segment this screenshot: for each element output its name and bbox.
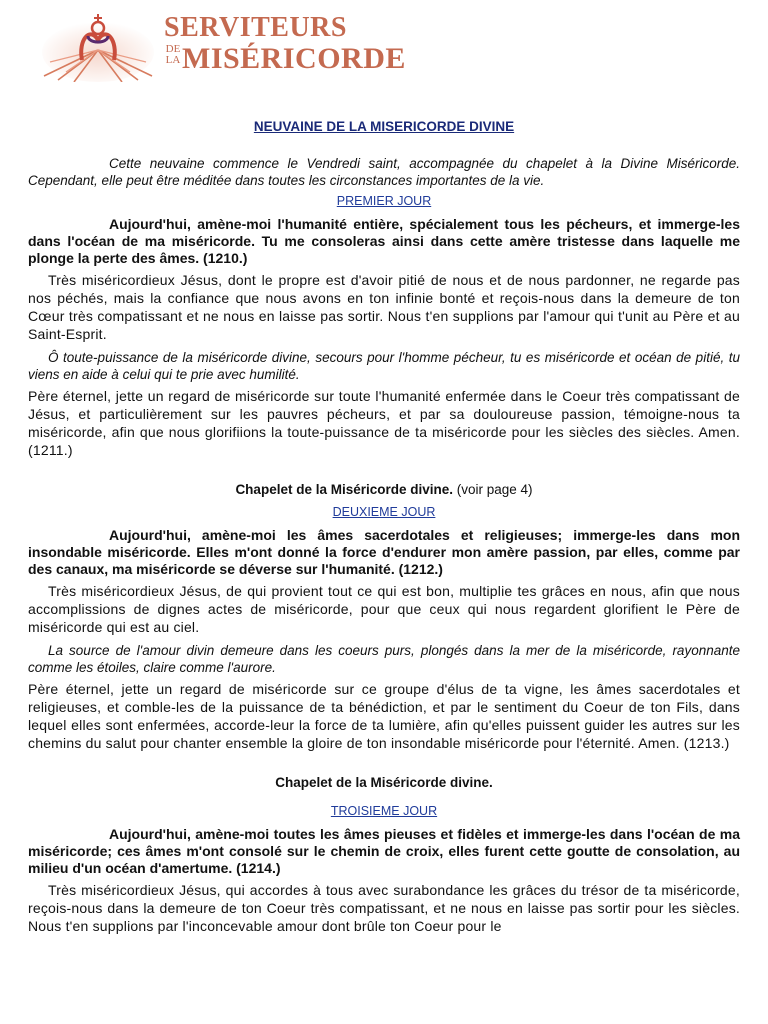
prayer-2: Très miséricordieux Jésus, de qui provient tout ce qui est bon, multiplie tes grâces en nous, afin que nous accomplissions de dignes actes de miséricorde, pour que ceux qui nous regardent glorifient le Père de miséricorde qui est au ciel. bbox=[28, 583, 740, 635]
logo-line1: SERVITEURS bbox=[164, 12, 347, 43]
intro-paragraph: Cette neuvaine commence le Vendredi saint, accompagnée du chapelet à la Divine Miséricorde. Cependant, elle peut être méditée dans toutes les circonstances importantes de la vie. bbox=[28, 156, 740, 188]
father-prayer-1: Père éternel, jette un regard de miséricorde sur toute l'humanité enfermée dans le Coeur très compatissant de Jésus, et particulièrement sur les pauvres pécheurs, et par sa douloureuse passion, témoigne-nous ta miséricorde, afin que nous glorifiions la toute-puissance de ta miséricorde pour les siècles des siècles. Amen. (1211.) bbox=[28, 388, 740, 458]
prayer-3: Très miséricordieux Jésus, qui accordes à tous avec surabondance les grâces du trésor de ta miséricorde, reçois-nous dans la demeure de ton Coeur très compatissant, et ne nous en laisse pas sortir pour les siècles. Nous t'en supplions par l'inconcevable amour dont brûle ton Coeur pour le bbox=[28, 882, 740, 934]
day-heading-3[interactable]: TROISIEME JOUR bbox=[330, 804, 438, 818]
meditation-2: La source de l'amour divin demeure dans les coeurs purs, plongés dans la mer de la miséricorde, rayonnante comme les étoiles, claire comme l'aurore. bbox=[28, 643, 740, 675]
jesus-words-3: Aujourd'hui, amène-moi toutes les âmes pieuses et fidèles et immerge-les dans l'océan de ma miséricorde; ces âmes m'ont consolé sur le chemin de croix, elles furent cette goutte de consolation, au milieu d'un océan d'amertume. (1214.) bbox=[28, 826, 740, 876]
logo-de-la: DE LA bbox=[165, 43, 181, 66]
chapelet-line-2: Chapelet de la Miséricorde divine. bbox=[275, 775, 493, 790]
site-logo bbox=[38, 10, 406, 82]
day-heading-2[interactable]: DEUXIEME JOUR bbox=[332, 505, 436, 519]
prayer-1: Très miséricordieux Jésus, dont le propre est d'avoir pitié de nous et de nous pardonner, ne regarde pas nos péchés, mais la confiance que nous avons en ton infinie bonté et reçois-nous dans la demeure de ton Cœur très compatissant et ne nous en laisse pas sortir. Nous t'en supplions par l'amour qui t'unit au Père et au Saint-Esprit. bbox=[28, 272, 740, 342]
jesus-words-1: Aujourd'hui, amène-moi l'humanité entière, spécialement tous les pécheurs, et immerge-les dans l'océan de ma miséricorde. Tu me consoleras ainsi dans cette amère tristesse dans laquelle me plonge la perte des âmes. (1210.) bbox=[28, 216, 740, 266]
document-body bbox=[28, 112, 740, 935]
logo-line2: MISÉRICORDE bbox=[182, 42, 406, 75]
meditation-1: Ô toute-puissance de la miséricorde divine, secours pour l'homme pécheur, tu es miséricorde et océan de pitié, tu viens en aide à celui qui te prie avec humilité. bbox=[28, 350, 740, 382]
chapelet-line-1: Chapelet de la Miséricorde divine. (voir page 4) bbox=[235, 482, 533, 497]
logo-emblem-icon bbox=[38, 10, 158, 82]
father-prayer-2: Père éternel, jette un regard de miséricorde sur ce groupe d'élus de ta vigne, les âmes sacerdotales et religieuses, et comble-les de la puissance de ta bénédiction, et par le sentiment du Coeur de ton Fils, dans lequel elles sont enfermées, accorde-leur la force de ta lumière, afin qu'elles puissent guider les autres sur les chemins du salut pour chanter ensemble la gloire de ton insondable miséricorde pour l'éternité. Amen. (1213.) bbox=[28, 681, 740, 751]
day-heading-1[interactable]: PREMIER JOUR bbox=[336, 194, 432, 208]
page-title: NEUVAINE DE LA MISERICORDE DIVINE bbox=[253, 119, 515, 134]
jesus-words-2: Aujourd'hui, amène-moi les âmes sacerdotales et religieuses; immerge-les dans mon insondable miséricorde. Elles m'ont donné la force d'endurer mon amère passion, par elles, comme par des canaux, ma miséricorde se déverse sur l'humanité. (1212.) bbox=[28, 527, 740, 577]
logo-text bbox=[164, 12, 406, 75]
